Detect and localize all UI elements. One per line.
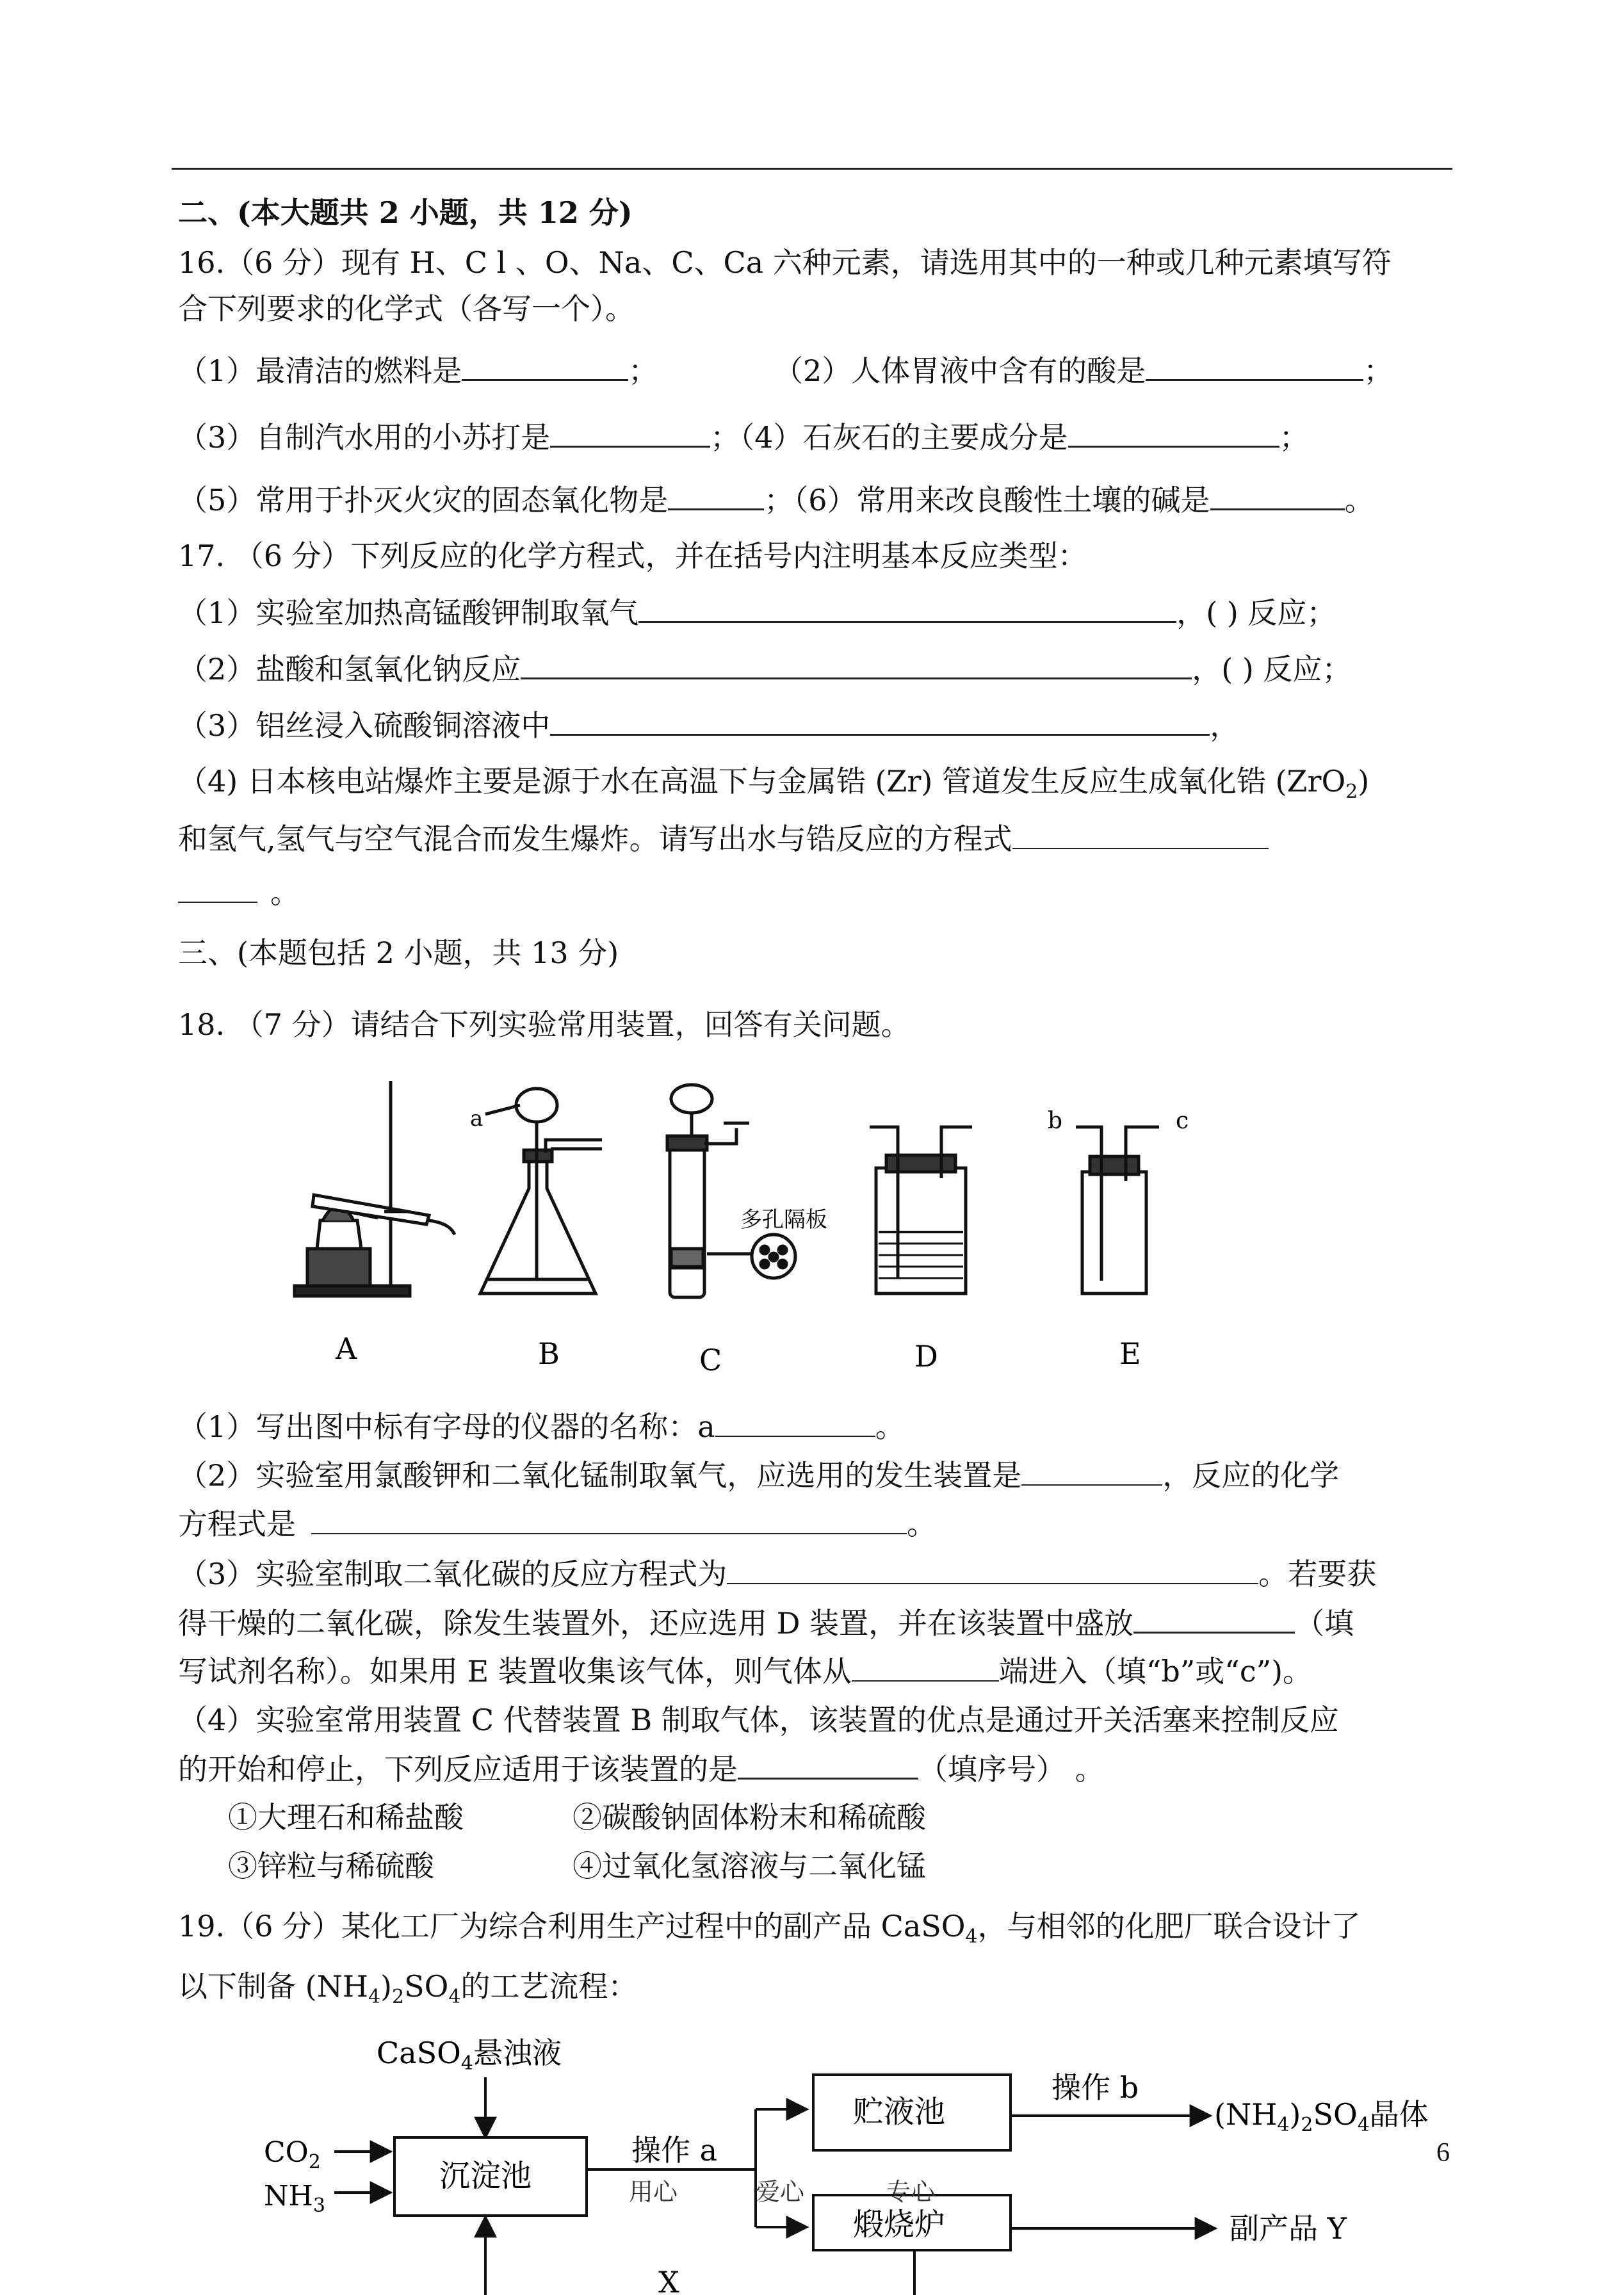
q17-blank-2[interactable] (521, 649, 1192, 679)
q16-item-1: （1）最清洁的燃料是 ； (178, 351, 658, 390)
q16-blank-2[interactable] (1146, 351, 1363, 381)
q17-blank-1[interactable] (638, 593, 1176, 623)
q16-item-2: （2）人体胃液中含有的酸是 ； (774, 351, 1393, 390)
apparatus-d (870, 1127, 972, 1293)
q18-item-3-line2: 得干燥的二氧化碳，除发生装置外，还应选用 D 装置，并在该装置中盛放 （填 (178, 1603, 1354, 1642)
q18-item-1: （1）写出图中标有字母的仪器的名称：a 。 (178, 1407, 905, 1446)
q17-item-1: （1）实验室加热高锰酸钾制取氧气 ，( ) 反应； (178, 593, 1336, 632)
q16-item-3: （3）自制汽水用的小苏打是 ；（4）石灰石的主要成分是 ； (178, 418, 1309, 457)
process-flow-diagram (243, 2023, 1460, 2295)
q18-blank-3[interactable] (311, 1505, 907, 1534)
apparatus-c (667, 1085, 795, 1297)
q18-option-4: ④过氧化氢溶液与二氧化锰 (572, 1849, 926, 1883)
q16-stem-line2: 合下列要求的化学式（各写一个）。 (178, 291, 635, 326)
q17-blank-4[interactable] (1012, 820, 1269, 849)
apparatus-figure (282, 1076, 1242, 1383)
watermark-1: 用心 (629, 2178, 678, 2206)
q19-stem-line1: 19.（6 分）某化工厂为综合利用生产过程中的副产品 CaSO$_4$，与相邻的化肥厂联合设计了 (178, 1909, 1361, 1949)
q17-stem: 17. （6 分）下列反应的化学方程式，并在括号内注明基本反应类型： (178, 539, 1087, 573)
q17-item-4-line3: 。 (178, 873, 300, 912)
section-3-heading: 三、(本题包括 2 小题，共 13 分) (178, 936, 619, 970)
label-c: C (699, 1343, 722, 1377)
label-d: D (914, 1339, 938, 1374)
header-rule (172, 168, 1452, 170)
q18-blank-5[interactable] (1133, 1603, 1295, 1634)
q17-blank-4-cont[interactable] (178, 873, 257, 903)
apparatus-b (480, 1089, 602, 1293)
product-crystal-label: $(NH_4)_2SO_4$晶体 (1214, 2097, 1429, 2136)
nh3-label: $NH_3$ (264, 2180, 325, 2217)
q18-blank-4[interactable] (727, 1555, 1258, 1584)
apparatus-b-tag: b (1048, 1108, 1063, 1134)
caso4-label: CaSO$_4$悬浊液 (377, 2036, 562, 2075)
x-label: X (658, 2265, 679, 2295)
q18-item-3-line1: （3）实验室制取二氧化碳的反应方程式为 。若要获 (178, 1555, 1376, 1593)
q17-item-4-line2: 和氢气,氢气与空气混合而发生爆炸。请写出水与锆反应的方程式 (178, 820, 1269, 858)
q18-option-3: ③锌粒与稀硫酸 (228, 1849, 434, 1883)
q18-blank-1[interactable] (715, 1407, 875, 1437)
operation-a-label: 操作 a (631, 2133, 718, 2168)
porous-plate-label: 多孔隔板 (740, 1207, 827, 1233)
q16-item-5: （5）常用于扑灭火灾的固态氧化物是 ；（6）常用来改良酸性土壤的碱是 。 (178, 480, 1374, 519)
q18-blank-7[interactable] (738, 1749, 918, 1780)
q18-option-1: ①大理石和稀盐酸 (228, 1800, 464, 1835)
q16-blank-3[interactable] (550, 418, 710, 448)
apparatus-a (295, 1081, 455, 1296)
operation-b-label: 操作 b (1052, 2070, 1139, 2105)
q18-item-4-line1: （4）实验室常用装置 C 代替装置 B 制取气体，该装置的优点是通过开关活塞来控制反应 (178, 1703, 1339, 1737)
apparatus-a-tag: a (470, 1106, 483, 1131)
q16-blank-4[interactable] (1068, 418, 1279, 448)
apparatus-e (1076, 1127, 1159, 1293)
q17-item-3: （3）铝丝浸入硫酸铜溶液中 ， (178, 706, 1239, 745)
byproduct-y-label: 副产品 Y (1230, 2211, 1347, 2246)
watermark-2: 爱心 (756, 2178, 805, 2206)
storage-tank-label: 贮液池 (853, 2094, 946, 2130)
q16-blank-6[interactable] (1210, 480, 1345, 510)
q17-item-4-line1: （4) 日本核电站爆炸主要是源于水在高温下与金属锆 (Zr) 管道发生反应生成氧化锆 (ZrO$_2$) (178, 764, 1370, 804)
q18-blank-2[interactable] (1021, 1456, 1162, 1486)
apparatus-c-tag: c (1176, 1108, 1189, 1134)
q18-stem: 18. （7 分）请结合下列实验常用装置，回答有关问题。 (178, 1007, 911, 1042)
sedimentation-tank-label: 沉淀池 (439, 2158, 532, 2194)
q18-item-2-line2: 方程式是 。 (178, 1505, 936, 1543)
q19-stem-line2: 以下制备 $(NH_4)_2SO_4$的工艺流程： (178, 1969, 638, 2009)
label-b: B (538, 1336, 560, 1371)
co2-label: $CO_2$ (264, 2136, 321, 2173)
q18-item-2-line1: （2）实验室用氯酸钾和二氧化锰制取氧气，应选用的发生装置是 ，反应的化学 (178, 1456, 1339, 1495)
q17-item-2: （2）盐酸和氢氧化钠反应 ，( ) 反应； (178, 649, 1351, 688)
q18-blank-6[interactable] (852, 1652, 999, 1682)
furnace-label: 煅烧炉 (853, 2207, 946, 2242)
page-number: 6 (1436, 2138, 1450, 2168)
q16-blank-5[interactable] (668, 480, 764, 510)
label-e: E (1119, 1336, 1141, 1371)
q16-blank-1[interactable] (462, 351, 628, 381)
q18-item-3-line3: 写试剂名称）。如果用 E 装置收集该气体，则气体从 端进入（填“b”或“c”)。 (178, 1652, 1312, 1691)
q16-stem-line1: 16.（6 分）现有 H、C l 、O、Na、C、Ca 六种元素，请选用其中的一种或几种元素填写符 (178, 245, 1392, 280)
q18-option-2: ②碳酸钠固体粉末和稀硫酸 (572, 1800, 926, 1835)
q18-item-4-line2: 的开始和停止，下列反应适用于该装置的是 （填序号） 。 (178, 1749, 1105, 1788)
watermark-3: 专心 (886, 2178, 936, 2206)
q17-blank-3[interactable] (550, 706, 1210, 736)
section-2-heading: 二、(本大题共 2 小题，共 12 分) (178, 195, 633, 230)
label-a: A (336, 1331, 357, 1366)
